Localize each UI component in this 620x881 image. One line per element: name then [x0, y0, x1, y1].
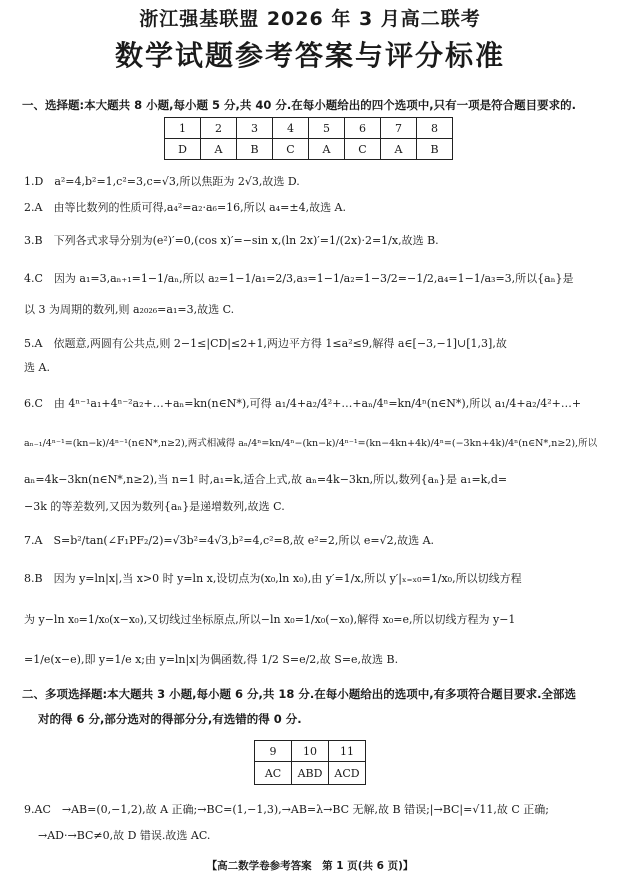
table-row: [255, 762, 366, 785]
solution-5-line: 5.A 依题意,两圆有公共点,则 2−1≤|CD|≤2+1,两边平方得 1≤a²≤9,解得 a∈[−3,−1]∪[1,3],故: [24, 337, 507, 350]
question-number: 7: [381, 118, 417, 139]
page-footer: 【高二数学卷参考答案 第 1 页(共 6 页)】: [206, 860, 414, 872]
document-title: 浙江强基联盟 2026 年 3 月高二联考: [139, 8, 481, 30]
answer-cell: A: [201, 139, 237, 160]
solution-9-line: →AD·→BC≠0,故 D 错误.故选 AC.: [38, 829, 211, 842]
answer-cell: C: [345, 139, 381, 160]
solution-8-line: =1/e(x−e),即 y=1/e x;由 y=ln|x|为偶函数,得 1/2 S=e/2,故 S=e,故选 B.: [24, 653, 399, 666]
question-number: 8: [417, 118, 453, 139]
section1-answer-table: [164, 117, 453, 160]
document-subtitle: 数学试题参考答案与评分标准: [114, 39, 505, 72]
answer-cell: ABD: [292, 762, 329, 785]
solution-4-line: 以 3 为周期的数列,则 a₂₀₂₆=a₁=3,故选 C.: [24, 303, 235, 316]
solution-7-line: 7.A S=b²/tan(∠F₁PF₂/2)=√3b²=4√3,b²=4,c²=8,故 e²=2,所以 e=√2,故选 A.: [24, 534, 435, 547]
question-number: 10: [292, 741, 329, 762]
solution-5-line: 选 A.: [24, 361, 50, 374]
table-row: [165, 118, 453, 139]
question-number: 9: [255, 741, 292, 762]
solution-9-line: 9.AC →AB=(0,−1,2),故 A 正确;→BC=(1,−1,3),→AB=λ→BC 无解,故 B 错误;|→BC|=√11,故 C 正确;: [24, 803, 549, 816]
section2-heading: 二、多项选择题:本大题共 3 小题,每小题 6 分,共 18 分.在每小题给出的选项中,有多项符合题目要求.全部选: [22, 687, 576, 701]
answer-cell: C: [273, 139, 309, 160]
answer-cell: ACD: [329, 762, 366, 785]
solution-6-line: aₙ₋₁/4ⁿ⁻¹=(kn−k)/4ⁿ⁻¹(n∈N*,n≥2),两式相减得 aₙ/4ⁿ=kn/4ⁿ−(kn−k)/4ⁿ⁻¹=(kn−4kn+4k)/4ⁿ=(−3kn+4k)/4ⁿ(n∈N*,n≥2),所以: [24, 438, 598, 449]
question-number: 3: [237, 118, 273, 139]
answer-cell: B: [237, 139, 273, 160]
section2-heading-cont: 对的得 6 分,部分选对的得部分分,有选错的得 0 分.: [38, 712, 302, 726]
question-number: 4: [273, 118, 309, 139]
solution-4-line: 4.C 因为 a₁=3,aₙ₊₁=1−1/aₙ,所以 a₂=1−1/a₁=2/3,a₃=1−1/a₂=1−3/2=−1/2,a₄=1−1/a₃=3,所以{aₙ}是: [24, 272, 574, 285]
answer-cell: AC: [255, 762, 292, 785]
answer-cell: A: [309, 139, 345, 160]
solution-6-line: aₙ=4k−3kn(n∈N*,n≥2),当 n=1 时,a₁=k,适合上式,故 aₙ=4k−3kn,所以,数列{aₙ}是 a₁=k,d=: [24, 473, 508, 486]
solution-2-line: 2.A 由等比数列的性质可得,a₄²=a₂·a₆=16,所以 a₄=±4,故选 A.: [24, 201, 347, 214]
section1-heading: 一、选择题:本大题共 8 小题,每小题 5 分,共 40 分.在每小题给出的四个选项中,只有一项是符合题目要求的.: [22, 98, 576, 112]
solution-1-line: 1.D a²=4,b²=1,c²=3,c=√3,所以焦距为 2√3,故选 D.: [24, 175, 300, 188]
solution-6-line: 6.C 由 4ⁿ⁻¹a₁+4ⁿ⁻²a₂+…+aₙ=kn(n∈N*),可得 a₁/4+a₂/4²+…+aₙ/4ⁿ=kn/4ⁿ(n∈N*),所以 a₁/4+a₂/4²+…+: [24, 397, 582, 410]
question-number: 6: [345, 118, 381, 139]
solution-6-line: −3k 的等差数列,又因为数列{aₙ}是递增数列,故选 C.: [24, 500, 285, 513]
question-number: 11: [329, 741, 366, 762]
question-number: 2: [201, 118, 237, 139]
answer-cell: B: [417, 139, 453, 160]
answer-cell: D: [165, 139, 201, 160]
answer-cell: A: [381, 139, 417, 160]
section2-answer-table: [254, 740, 366, 785]
question-number: 1: [165, 118, 201, 139]
question-number: 5: [309, 118, 345, 139]
solution-3-line: 3.B 下列各式求导分别为(e²)′=0,(cos x)′=−sin x,(ln 2x)′=1/(2x)·2=1/x,故选 B.: [24, 234, 439, 247]
table-row: [255, 741, 366, 762]
table-row: [165, 139, 453, 160]
solution-8-line: 为 y−ln x₀=1/x₀(x−x₀),又切线过坐标原点,所以−ln x₀=1/x₀(−x₀),解得 x₀=e,所以切线方程为 y−1: [24, 613, 516, 626]
solution-8-line: 8.B 因为 y=ln|x|,当 x>0 时 y=ln x,设切点为(x₀,ln x₀),由 y′=1/x,所以 y′|ₓ₌ₓ₀=1/x₀,所以切线方程: [24, 572, 522, 585]
